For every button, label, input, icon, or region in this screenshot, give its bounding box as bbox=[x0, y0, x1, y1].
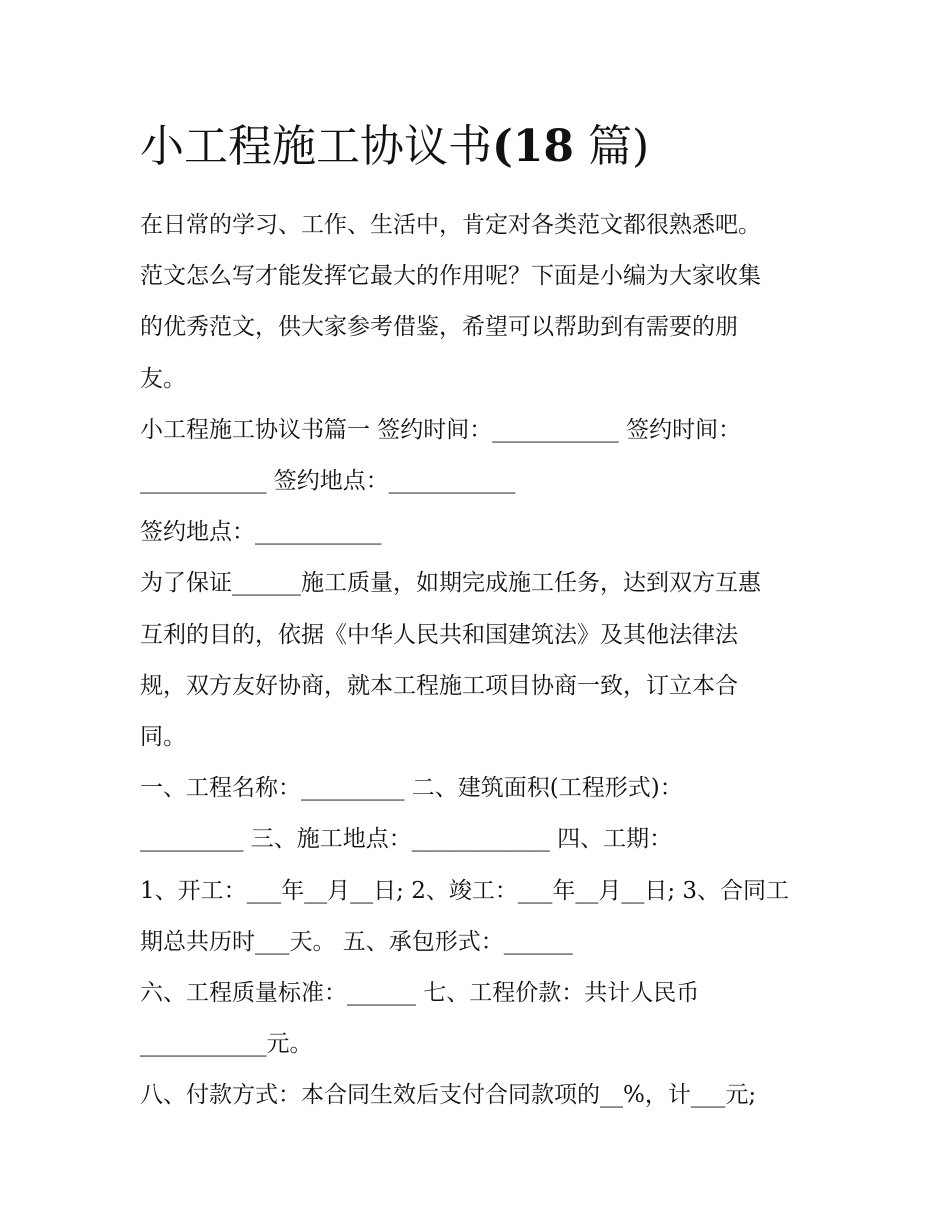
signing-place-line-2: 签约地点：___________ bbox=[140, 519, 382, 546]
purpose-line-2: 互利的目的，依据《中华人民共和国建筑法》及其他法律法 bbox=[140, 621, 738, 648]
clause-project-name-line: 一、工程名称：_________ 二、建筑面积(工程形式)： bbox=[140, 775, 683, 802]
clause-price-amount-line: ___________元。 bbox=[140, 1031, 313, 1058]
purpose-line-3: 规，双方友好协商，就本工程施工项目协商一致，订立本合 bbox=[140, 672, 738, 699]
intro-line-3: 的优秀范文，供大家参考借鉴，希望可以帮助到有需要的朋 bbox=[140, 314, 738, 341]
page-title bbox=[140, 112, 820, 182]
title-count: (18 bbox=[492, 121, 575, 172]
signing-place-line: ___________ 签约地点：___________ bbox=[140, 468, 516, 495]
clause-quality-price-line: 六、工程质量标准：______ 七、工程价款：共计人民币 bbox=[140, 980, 700, 1007]
clause-payment-line: 八、付款方式：本合同生效后支付合同款项的__%，计___元; bbox=[140, 1082, 757, 1109]
clause-contract-form-line: 期总共历时___天。 五、承包形式：______ bbox=[140, 928, 573, 955]
document-page bbox=[140, 112, 820, 1122]
intro-line-4: 友。 bbox=[140, 365, 186, 392]
purpose-line-4: 同。 bbox=[140, 724, 186, 751]
clause-schedule-line: 1、开工：___年__月__日; 2、竣工：___年__月__日; 3、合同工 bbox=[140, 877, 790, 904]
title-suffix: 篇) bbox=[588, 121, 650, 172]
intro-line-2: 范文怎么写才能发挥它最大的作用呢？下面是小编为大家收集 bbox=[140, 263, 761, 290]
title-main: 小工程施工协议书 bbox=[140, 121, 492, 172]
section-heading-line: 小工程施工协议书篇一 签约时间：___________ 签约时间： bbox=[140, 416, 742, 443]
clause-site-line: _________ 三、施工地点：____________ 四、工期： bbox=[140, 826, 673, 853]
purpose-line-1: 为了保证______施工质量，如期完成施工任务，达到双方互惠 bbox=[140, 570, 761, 597]
intro-line-1: 在日常的学习、工作、生活中，肯定对各类范文都很熟悉吧。 bbox=[140, 212, 761, 238]
